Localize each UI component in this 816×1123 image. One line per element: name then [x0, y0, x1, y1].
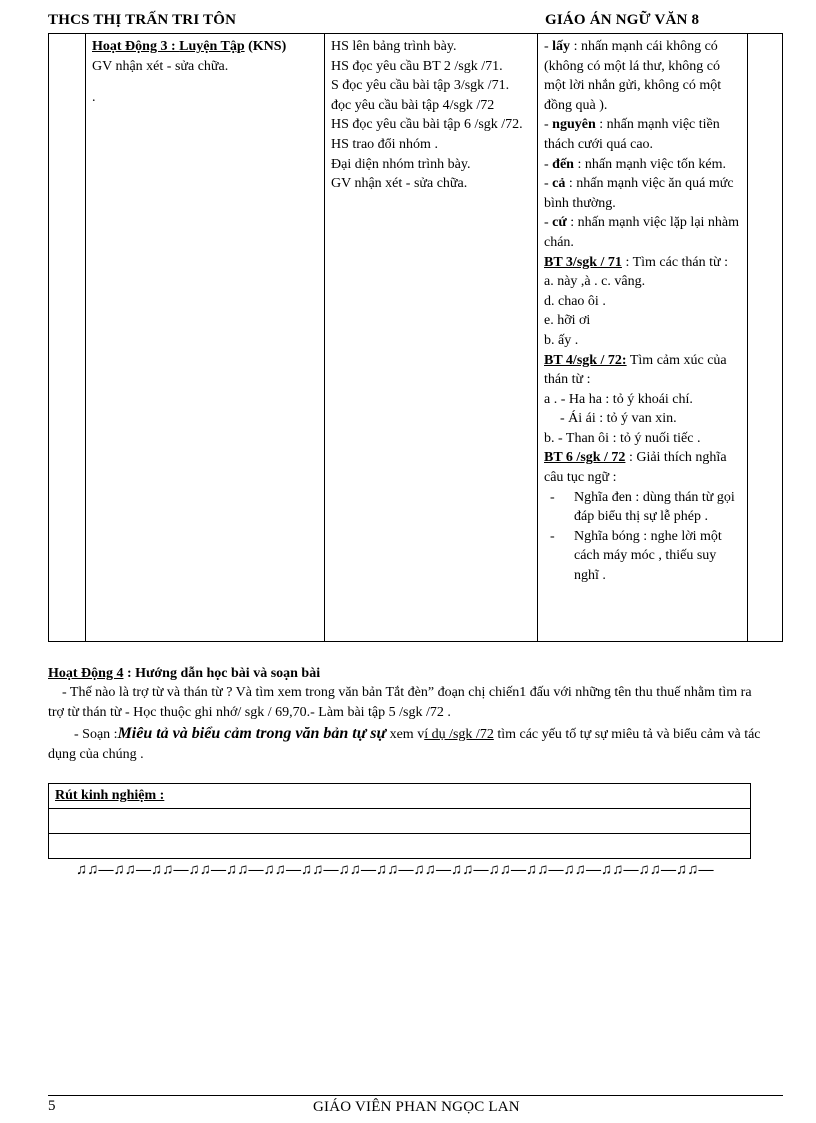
- review-table: [48, 783, 751, 859]
- student-step: HS trao đổi nhóm .: [331, 136, 438, 152]
- teacher-dot: .: [92, 90, 96, 106]
- footer-rule: [48, 1095, 783, 1096]
- exercise-3-label: BT 3/sgk / 71: [544, 254, 622, 270]
- teacher-activity-cell: [86, 34, 325, 642]
- student-step: GV nhận xét - sửa chữa.: [331, 176, 468, 192]
- particle-item: - cả : nhấn mạnh việc ăn quá mức bình thường.: [544, 176, 734, 211]
- header-title: GIÁO ÁN NGỮ VĂN 8: [545, 12, 700, 28]
- particle-item: - cứ : nhấn mạnh việc lặp lại nhàm chán.: [544, 215, 740, 250]
- next-lesson-title: Miêu tả và biểu cảm trong văn bản tự sự: [117, 725, 387, 742]
- activity-4-title: [48, 664, 768, 684]
- particle-item: - lấy : nhấn mạnh cái không có (không có một lá thư, không có một lời nhắn gửi, không có một đồng quà ).: [544, 39, 722, 113]
- activity-3-topic: Luyện Tập: [179, 39, 245, 54]
- homework-paragraph: - Thế nào là trợ từ và thán từ ? Và tìm xem trong văn bản Tắt đèn” đoạn chị chiến1 đấu với những tên thu thuế nhằm tìm ra trợ từ thán từ - Học thuộc ghi nhớ/ sgk / 69,70.- Làm bài tập 5 /sgk /72 .: [48, 685, 752, 720]
- list-item: - Nghĩa bóng : nghe lời một cách máy móc , thiếu suy nghĩ .: [550, 528, 722, 584]
- student-step: đọc yêu cầu bài tập 4/sgk /72: [331, 97, 495, 113]
- list-item: - Nghĩa đen : dùng thán từ gọi đáp biểu thị sự lễ phép .: [550, 489, 735, 525]
- exercise-4-answer: - Ái ái : tỏ ý van xin.: [560, 411, 677, 427]
- margin-cell: [49, 34, 86, 642]
- review-heading-cell: [49, 784, 751, 809]
- teacher-note: GV nhận xét - sửa chữa.: [92, 58, 229, 74]
- student-step: HS đọc yêu cầu bài tập 6 /sgk /72.: [331, 117, 523, 133]
- table-row: [49, 34, 783, 642]
- activity-4-topic: : Hướng dẫn học bài và soạn bài: [123, 666, 321, 681]
- student-activity-cell: [325, 34, 538, 642]
- lesson-table: [48, 33, 783, 642]
- exercise-3-answer: d. chao ôi .: [544, 293, 606, 309]
- notes-cell: [748, 34, 783, 642]
- table-row: [49, 809, 751, 834]
- exercise-6-label: BT 6 /sgk / 72: [544, 450, 626, 466]
- exercise-4-label: BT 4/sgk / 72:: [544, 352, 627, 368]
- music-note-divider: ♫♫—♫♫—♫♫—♫♫—♫♫—♫♫—♫♫—♫♫—♫♫—♫♫—♫♫—♫♫—♫♫—♫♫—♫♫—♫♫—♫♫—: [76, 862, 714, 878]
- footer-teacher: GIÁO VIÊN PHAN NGỌC LAN: [313, 1099, 520, 1115]
- header-school: THCS THỊ TRẤN TRI TÔN: [48, 12, 237, 28]
- content-cell: [538, 34, 748, 642]
- exercise-6-heading: BT 6 /sgk / 72 : Giải thích nghĩa câu tục ngữ :: [544, 450, 727, 486]
- student-step: Đại diện nhóm trình bày.: [331, 156, 471, 172]
- review-blank-line: [49, 809, 751, 834]
- student-step: S đọc yêu cầu bài tập 3/sgk /71.: [331, 78, 510, 94]
- student-step: HS lên bảng trình bày.: [331, 39, 457, 54]
- exercise-4-answer: b. - Than ôi : tỏ ý nuối tiếc .: [544, 430, 701, 446]
- particle-item: - đến : nhấn mạnh việc tốn kém.: [544, 156, 726, 172]
- table-row: [49, 784, 751, 809]
- activity-3-title: [92, 37, 318, 57]
- table-row: [49, 834, 751, 859]
- exercise-3-answer: e. hỡi ơi: [544, 313, 591, 329]
- particle-item: - nguyên : nhấn mạnh việc tiền thách cưới quá cao.: [544, 117, 720, 152]
- prep-paragraph: - Soạn :Miêu tả và biểu cảm trong văn bản tự sự xem ví dụ /sgk /72 tìm các yếu tố tự sự miêu tả và biểu cảm và tác dụng của chúng .: [48, 725, 761, 762]
- exercise-3-answer: a. này ,à . c. vâng.: [544, 274, 646, 290]
- review-blank-line: [49, 834, 751, 859]
- page-number: 5: [48, 1098, 56, 1114]
- exercise-4-heading: BT 4/sgk / 72: Tìm cảm xúc của thán từ :: [544, 352, 727, 388]
- exercise-3-answer: b. ấy .: [544, 332, 579, 348]
- activity-4-label: Hoạt Động 4: [48, 666, 124, 681]
- activity-3-kns: (KNS): [244, 39, 287, 54]
- activity-3-label: Hoạt Động 3 :: [92, 39, 180, 54]
- review-heading: Rút kinh nghiệm :: [55, 788, 165, 803]
- exercise-4-answer: a . - Ha ha : tỏ ý khoái chí.: [544, 391, 693, 407]
- exercise-3-heading: BT 3/sgk / 71 : Tìm các thán từ :: [544, 254, 729, 270]
- student-step: HS đọc yêu cầu BT 2 /sgk /71.: [331, 58, 503, 74]
